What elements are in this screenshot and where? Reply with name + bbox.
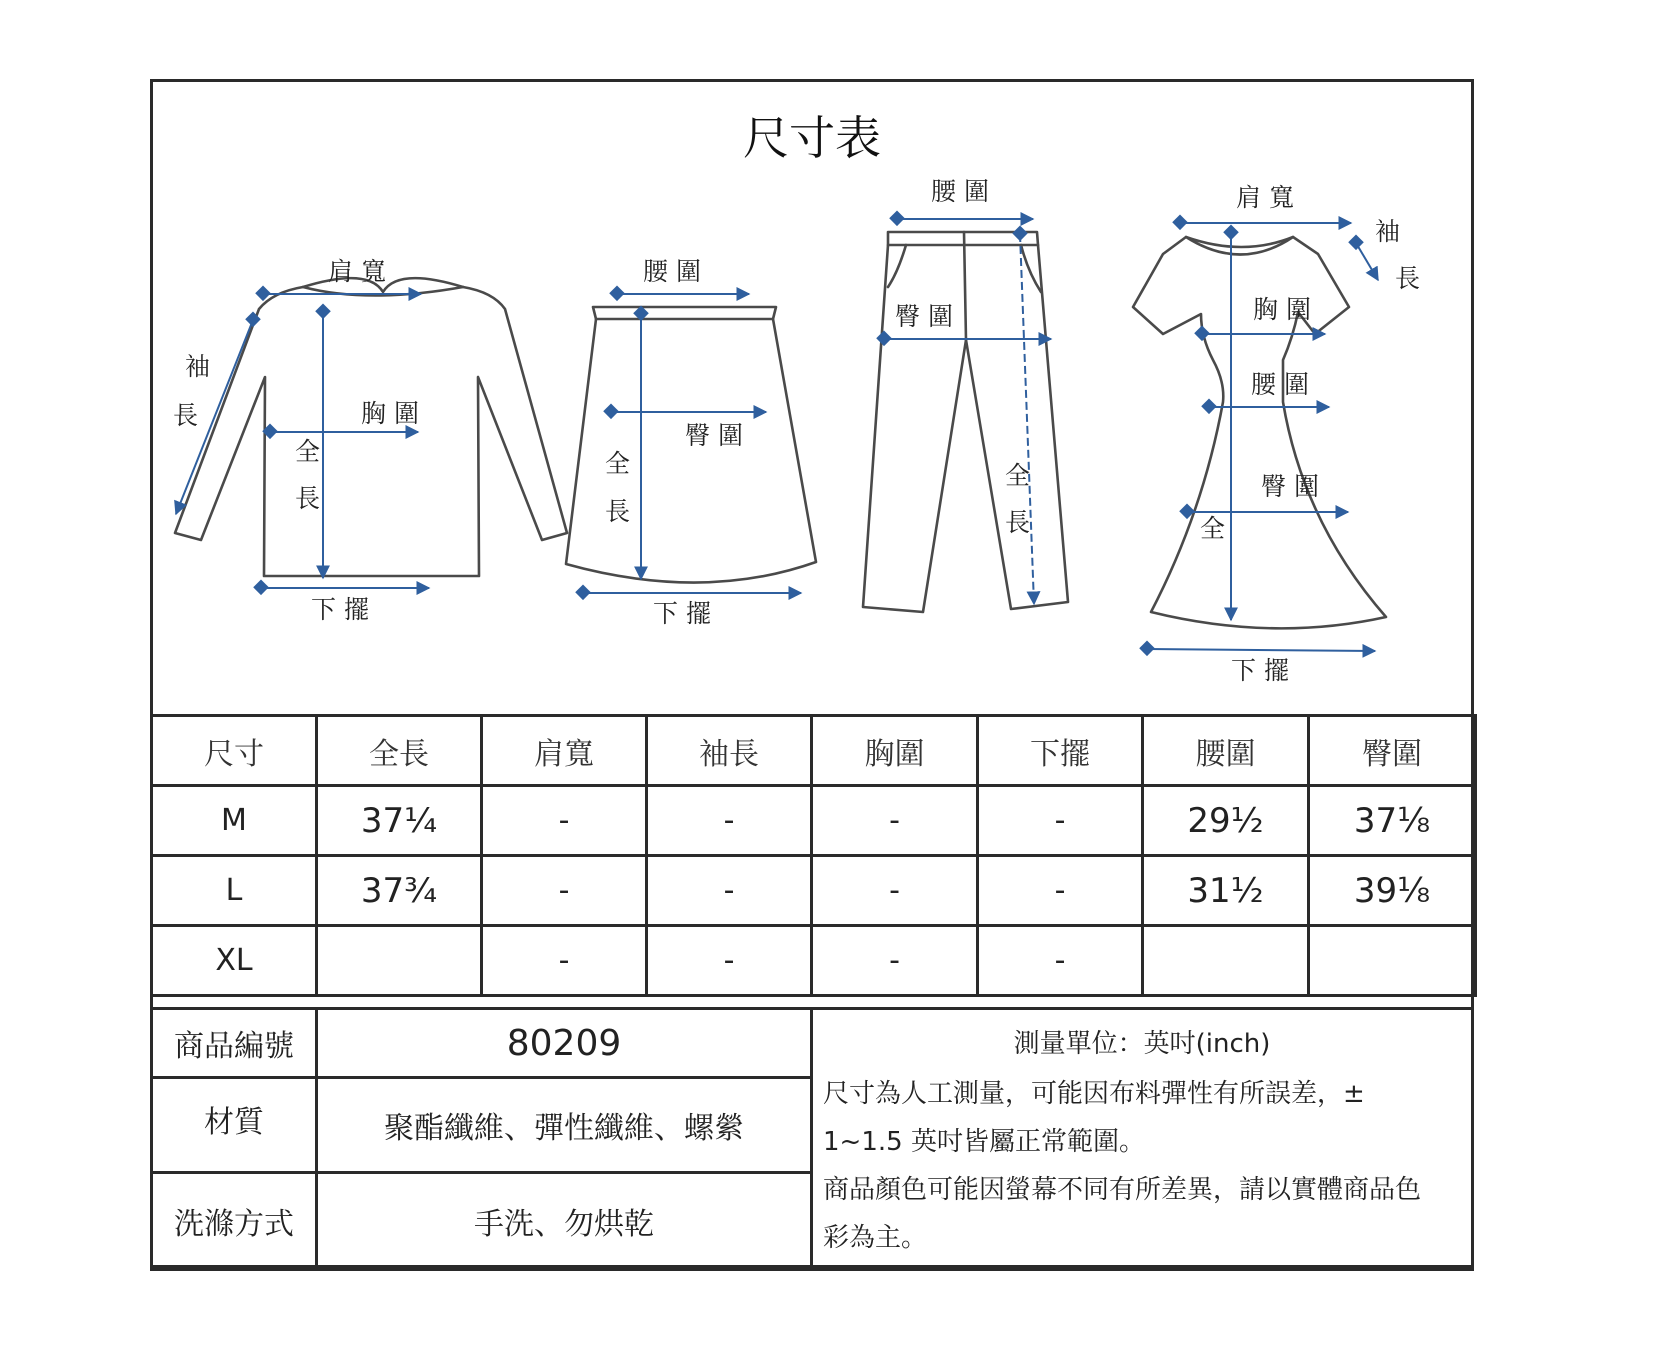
measurement-diagram xyxy=(153,82,1471,717)
value-cell: - xyxy=(482,786,647,856)
top-hem-label: 下 擺 xyxy=(311,595,369,624)
dress-waist-label: 腰 圍 xyxy=(1251,370,1309,399)
note-line-3: 商品顏色可能因螢幕不同有所差異，請以實體商品色 xyxy=(823,1175,1422,1205)
dress-chest-label: 胸 圍 xyxy=(1253,295,1311,324)
header-hip: 臀圍 xyxy=(1309,716,1476,786)
value-cell: - xyxy=(812,786,978,856)
header-size: 尺寸 xyxy=(152,716,317,786)
value-cell: - xyxy=(812,926,978,996)
size-table-header xyxy=(152,716,1476,786)
product-code-label: 商品編號 xyxy=(150,1007,318,1079)
size-cell: M xyxy=(152,786,317,856)
value-cell: 39⅛ xyxy=(1309,856,1476,926)
wash-label: 洗滌方式 xyxy=(150,1171,318,1271)
material-label: 材質 xyxy=(150,1076,318,1174)
note-line-4: 彩為主。 xyxy=(823,1223,928,1253)
value-cell: 37¼ xyxy=(317,786,482,856)
top-sleeve-label-a: 袖 xyxy=(185,352,211,381)
dress-hip-label: 臀 圍 xyxy=(1261,472,1319,501)
pants-length-label-b: 長 xyxy=(1005,508,1031,537)
size-chart-frame xyxy=(150,79,1474,1268)
product-info-section xyxy=(150,1007,1474,1271)
skirt-hip-label: 臀 圍 xyxy=(685,421,743,450)
value-cell: - xyxy=(978,856,1143,926)
top-shoulder-label: 肩 寬 xyxy=(328,257,386,286)
value-cell: - xyxy=(978,786,1143,856)
measurement-notes xyxy=(810,1007,1474,1271)
dress-sleeve-label-a: 袖 xyxy=(1375,217,1401,246)
value-cell: - xyxy=(978,926,1143,996)
top-sleeve-label-b: 長 xyxy=(173,401,199,430)
pants-illustration xyxy=(863,232,1068,612)
value-cell xyxy=(317,926,482,996)
table-row xyxy=(152,786,1476,856)
value-cell: 31½ xyxy=(1143,856,1309,926)
pants-hip-label: 臀 圍 xyxy=(895,302,953,331)
header-chest: 胸圍 xyxy=(812,716,978,786)
header-length: 全長 xyxy=(317,716,482,786)
chart-title: 尺寸表 xyxy=(743,111,881,165)
top-length-label-b: 長 xyxy=(295,484,321,513)
header-hem: 下擺 xyxy=(978,716,1143,786)
value-cell: - xyxy=(482,926,647,996)
garment-illustrations xyxy=(153,82,1471,717)
size-cell: L xyxy=(152,856,317,926)
top-length-label-a: 全 xyxy=(295,437,321,466)
skirt-length-label-b: 長 xyxy=(605,497,631,526)
dress-length-label: 全 xyxy=(1200,514,1226,543)
table-row xyxy=(152,856,1476,926)
skirt-waist-label: 腰 圍 xyxy=(643,257,701,286)
value-cell: - xyxy=(482,856,647,926)
header-waist: 腰圍 xyxy=(1143,716,1309,786)
size-cell: XL xyxy=(152,926,317,996)
value-cell: 37¾ xyxy=(317,856,482,926)
dress-sleeve-label-b: 長 xyxy=(1395,264,1421,293)
skirt-length-label-a: 全 xyxy=(605,449,631,478)
value-cell: - xyxy=(647,786,812,856)
value-cell: 37⅛ xyxy=(1309,786,1476,856)
value-cell: - xyxy=(647,856,812,926)
value-cell xyxy=(1309,926,1476,996)
dress-shoulder-label: 肩 寬 xyxy=(1236,183,1294,212)
wash-value: 手洗、勿烘乾 xyxy=(315,1171,813,1271)
note-line-1: 尺寸為人工測量，可能因布料彈性有所誤差，± xyxy=(823,1079,1365,1109)
unit-note: 測量單位：英吋(inch) xyxy=(1013,1029,1271,1059)
header-shoulder: 肩寬 xyxy=(482,716,647,786)
pants-waist-label: 腰 圍 xyxy=(931,177,989,206)
skirt-hem-label: 下 擺 xyxy=(653,599,711,628)
material-value: 聚酯纖維、彈性纖維、螺縈 xyxy=(315,1076,813,1174)
value-cell: - xyxy=(812,856,978,926)
product-code-value: 80209 xyxy=(315,1007,813,1079)
table-row xyxy=(152,926,1476,996)
value-cell xyxy=(1143,926,1309,996)
note-line-2: 1~1.5 英吋皆屬正常範圍。 xyxy=(823,1127,1145,1157)
header-sleeve: 袖長 xyxy=(647,716,812,786)
dress-hem-label: 下 擺 xyxy=(1231,656,1289,685)
value-cell: - xyxy=(647,926,812,996)
pants-length-label-a: 全 xyxy=(1005,461,1031,490)
size-table xyxy=(150,714,1477,997)
top-chest-label: 胸 圍 xyxy=(361,399,419,428)
value-cell: 29½ xyxy=(1143,786,1309,856)
